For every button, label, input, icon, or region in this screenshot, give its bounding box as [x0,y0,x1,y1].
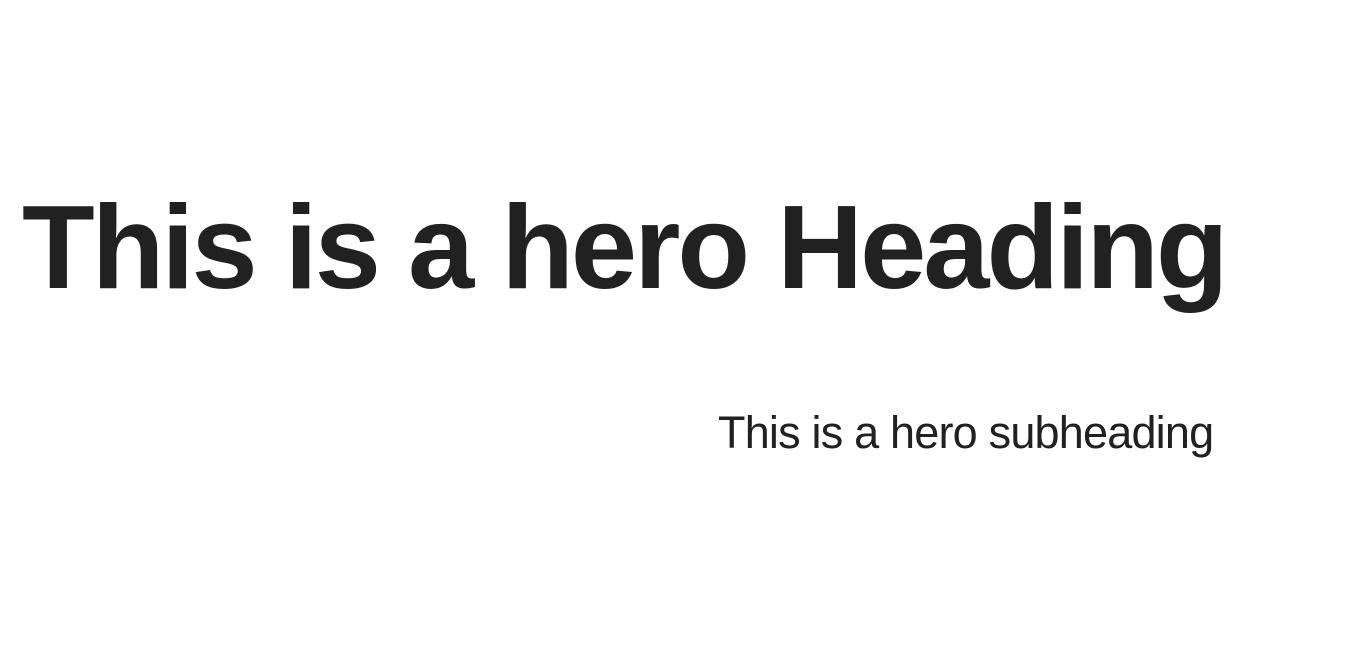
hero-heading: This is a hero Heading [22,181,1226,314]
hero-subheading: This is a hero subheading [718,407,1214,458]
